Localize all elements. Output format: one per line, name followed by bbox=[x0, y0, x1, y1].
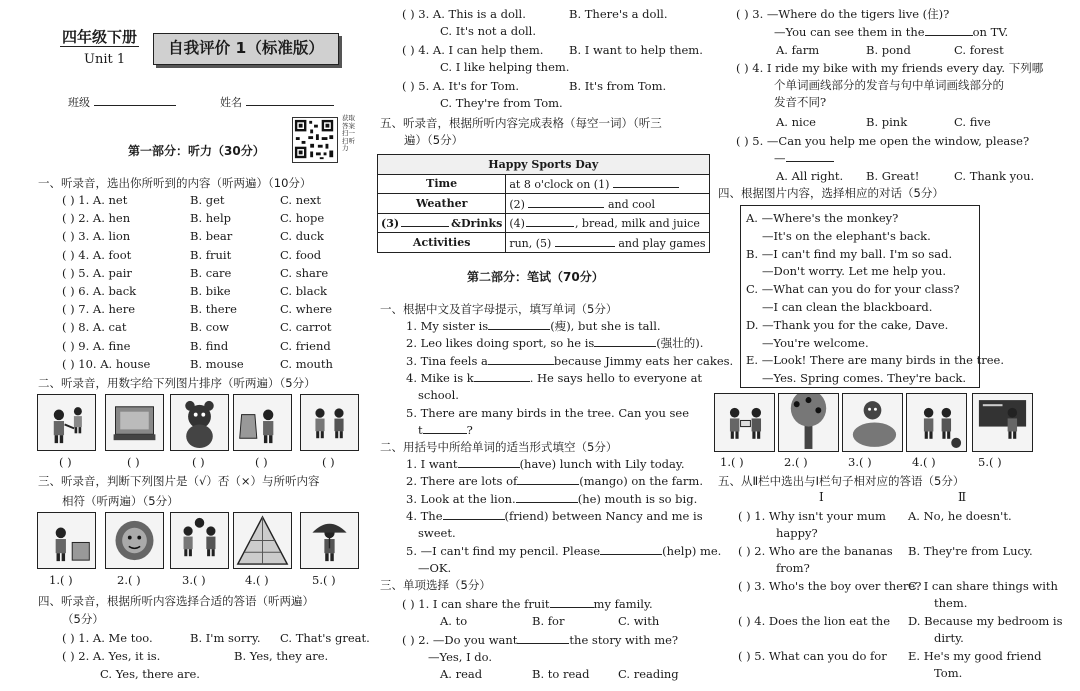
text: C. mouth bbox=[280, 356, 333, 371]
list-item bbox=[62, 210, 362, 227]
text: ( ) 1. Why isn't your mum bbox=[738, 509, 886, 523]
text: ( ) 6. A. back bbox=[62, 284, 137, 298]
s2-picture bbox=[170, 394, 229, 451]
text: 个单词画线部分的发音与句中单词画线部分的 bbox=[774, 78, 1004, 92]
list-item bbox=[406, 370, 706, 387]
dialog-line bbox=[741, 335, 979, 352]
list-item bbox=[402, 666, 702, 683]
text: ( ) 8. A. cat bbox=[62, 320, 127, 335]
list-item bbox=[402, 596, 702, 613]
s3-picture bbox=[170, 512, 229, 569]
list-item bbox=[406, 473, 706, 490]
text: B. I'm sorry. bbox=[190, 631, 261, 645]
text: C. Thank you. bbox=[954, 169, 1035, 183]
text: (friend) between Nancy and me is bbox=[504, 509, 703, 523]
w5-col1-header: Ⅰ bbox=[819, 490, 824, 504]
text: dirty. bbox=[934, 631, 964, 645]
text: B. to read bbox=[532, 667, 590, 681]
text: (瘦), but she is tall. bbox=[550, 319, 661, 333]
text: 5. There are many birds in the tree. Can you see bbox=[406, 406, 690, 420]
answer-blank[interactable] bbox=[488, 353, 554, 365]
list-item bbox=[738, 665, 1078, 682]
text: C. food bbox=[280, 247, 322, 262]
list-item bbox=[738, 613, 1078, 630]
order-blank[interactable]: ( ) bbox=[255, 455, 268, 469]
s4-questions-part1 bbox=[62, 630, 370, 690]
column-left bbox=[0, 0, 370, 691]
table-row bbox=[378, 213, 710, 233]
text: — bbox=[774, 151, 786, 165]
list-item bbox=[738, 648, 1078, 665]
s1-list bbox=[62, 192, 362, 372]
text: 发音不同? bbox=[774, 95, 827, 109]
text: C. They're from Tom. bbox=[440, 96, 563, 110]
text: E. He's my good friend bbox=[908, 649, 1042, 663]
list-item bbox=[738, 508, 1078, 525]
list-item bbox=[62, 338, 362, 355]
list-item bbox=[402, 42, 707, 59]
list-item bbox=[406, 491, 706, 508]
w1-list bbox=[406, 318, 734, 437]
text: —You're welcome. bbox=[762, 335, 869, 350]
text: ( ) 5. A. It's for Tom. bbox=[402, 79, 520, 93]
list-item bbox=[402, 632, 702, 649]
w3-questions-part2 bbox=[736, 6, 1076, 186]
text: ( ) 1. I can share the fruit bbox=[402, 597, 550, 611]
text: C. I like helping them. bbox=[440, 60, 570, 74]
answer-blank[interactable] bbox=[517, 632, 569, 644]
text: C. duck bbox=[280, 229, 324, 244]
list-item bbox=[62, 265, 362, 282]
list-item bbox=[406, 525, 706, 542]
list-item bbox=[736, 60, 1076, 77]
text: B. find bbox=[190, 338, 229, 353]
answer-blank[interactable] bbox=[550, 596, 594, 608]
text: B. mouse bbox=[190, 356, 244, 371]
text: C. friend bbox=[280, 338, 331, 353]
s2-title: 二、听录音，用数字给下列图片排序（听两遍）（5分） bbox=[38, 376, 316, 390]
answer-blank[interactable] bbox=[600, 543, 662, 555]
sentence bbox=[402, 632, 678, 649]
s5-title: 五、听录音，根据所听内容完成表格（每空一词）（听三 bbox=[380, 116, 662, 130]
name-label: 姓名 bbox=[220, 94, 334, 110]
text: on TV. bbox=[972, 25, 1009, 39]
list-item bbox=[736, 150, 1076, 167]
judge-blank[interactable]: 4.( ) bbox=[245, 573, 269, 587]
list-item bbox=[736, 24, 1076, 41]
text: ( ) 5. —Can you help me open the window, please? bbox=[736, 134, 1030, 148]
class-label: 班级 bbox=[68, 94, 176, 110]
list-item bbox=[738, 578, 1078, 595]
text: C. five bbox=[954, 115, 991, 129]
text: B. They're from Lucy. bbox=[908, 544, 1033, 558]
text: B. It's from Tom. bbox=[569, 79, 667, 93]
s4-questions-part2 bbox=[402, 6, 707, 116]
order-blank[interactable]: ( ) bbox=[192, 455, 205, 469]
text: B. —I can't find my ball. I'm so sad. bbox=[746, 246, 953, 261]
text: ( ) 2. —Do you want bbox=[402, 633, 518, 647]
text: A. —Where's the monkey? bbox=[746, 211, 899, 225]
s2-picture bbox=[300, 394, 359, 451]
list-item bbox=[402, 78, 707, 95]
text: 1. My sister is bbox=[406, 319, 489, 333]
table-title: Happy Sports Day bbox=[378, 155, 710, 175]
table-row bbox=[378, 194, 710, 214]
sentence bbox=[406, 370, 702, 387]
text: D. Because my bedroom is bbox=[908, 614, 1063, 628]
s4-title-cont: （5分） bbox=[62, 612, 104, 626]
w5-list bbox=[738, 508, 1078, 688]
table-cell: Weather bbox=[378, 194, 506, 214]
text: C. with bbox=[618, 614, 660, 628]
order-blank[interactable]: ( ) bbox=[59, 455, 72, 469]
text: my family. bbox=[593, 597, 653, 611]
answer-blank[interactable] bbox=[786, 150, 834, 162]
order-blank[interactable]: ( ) bbox=[322, 455, 335, 469]
text: C. next bbox=[280, 193, 322, 207]
list-item bbox=[402, 59, 707, 76]
text: 3. Tina feels a bbox=[406, 354, 488, 368]
list-item bbox=[738, 543, 1078, 560]
dialog-line bbox=[741, 317, 979, 334]
text: B. cow bbox=[190, 320, 229, 335]
s2-picture bbox=[233, 394, 292, 451]
list-item bbox=[406, 318, 706, 335]
text: . He says hello to everyone at bbox=[529, 371, 703, 385]
text: B. fruit bbox=[190, 247, 232, 262]
list-item bbox=[406, 560, 706, 577]
text: A. to bbox=[440, 614, 468, 628]
text: 4. The bbox=[406, 509, 443, 523]
answer-blank[interactable] bbox=[443, 508, 505, 520]
s3-title: 三、听录音，判断下列图片是（√）否（×）与所听内容 bbox=[38, 474, 320, 488]
match-blank[interactable]: 2.( ) bbox=[784, 455, 808, 469]
grade-label: 四年级下册 bbox=[62, 28, 138, 46]
s3-picture bbox=[105, 512, 164, 569]
text: C. I can share things with bbox=[908, 579, 1058, 593]
text: ( ) 2. A. hen bbox=[62, 211, 131, 226]
list-item bbox=[62, 301, 362, 318]
text: A. read bbox=[440, 667, 483, 681]
list-item bbox=[738, 630, 1078, 647]
s5-title-cont: 遍）（5分） bbox=[404, 133, 464, 147]
list-item bbox=[62, 648, 362, 665]
sentence bbox=[406, 543, 721, 560]
text: 4. Mike is k bbox=[406, 371, 474, 385]
text: D. —Thank you for the cake, Dave. bbox=[746, 317, 949, 332]
list-item bbox=[736, 114, 1076, 131]
part1-title: 第一部分：听力（30分） bbox=[128, 144, 265, 158]
list-item bbox=[736, 42, 1076, 59]
s2-picture bbox=[105, 394, 164, 451]
text: B. for bbox=[532, 614, 565, 628]
w4-picture bbox=[778, 393, 839, 452]
text: —Yes. Spring comes. They're back. bbox=[762, 371, 967, 386]
text: ( ) 4. I ride my bike with my friends every day. 下列哪 bbox=[736, 61, 1044, 75]
list-item bbox=[402, 649, 702, 666]
list-item bbox=[406, 508, 706, 525]
sentence bbox=[406, 508, 703, 525]
list-item bbox=[406, 456, 706, 473]
text: A. No, he doesn't. bbox=[908, 509, 1012, 523]
text: A. farm bbox=[776, 43, 820, 57]
text: 5. —I can't find my pencil. Please bbox=[406, 544, 601, 558]
text: C. black bbox=[280, 284, 328, 298]
text: Tom. bbox=[934, 666, 963, 680]
text: ( ) 10. A. house bbox=[62, 356, 151, 371]
text: ( ) 4. A. I can help them. bbox=[402, 43, 544, 57]
text: ( ) 2. Who are the bananas bbox=[738, 544, 893, 558]
list-item bbox=[62, 283, 362, 300]
text: them. bbox=[934, 596, 968, 610]
text: 2. There are lots of bbox=[406, 474, 518, 488]
s3-title-cont: 相符（听两遍）（5分） bbox=[62, 494, 179, 508]
answer-blank[interactable] bbox=[423, 422, 467, 434]
s3-picture bbox=[300, 512, 359, 569]
list-item bbox=[62, 356, 362, 373]
text: B. pink bbox=[866, 115, 908, 129]
text: because Jimmy eats her cakes. bbox=[553, 354, 734, 368]
dialog-line bbox=[741, 281, 979, 298]
text: C. That's great. bbox=[280, 631, 370, 645]
answer-blank[interactable] bbox=[925, 24, 973, 36]
w2-list bbox=[406, 456, 722, 576]
answer-blank[interactable] bbox=[594, 335, 656, 347]
match-blank[interactable]: 3.( ) bbox=[848, 455, 872, 469]
text: ( ) 1. A. net bbox=[62, 193, 128, 207]
sports-day-table bbox=[377, 154, 710, 253]
text: ( ) 3. —Where do the tigers live (住)? bbox=[736, 7, 950, 21]
list-item bbox=[736, 133, 1076, 150]
list-item bbox=[62, 247, 362, 264]
w4-title: 四、根据图片内容，选择相应的对话（5分） bbox=[718, 186, 944, 200]
judge-blank[interactable]: 1.( ) bbox=[49, 573, 73, 587]
answer-blank[interactable] bbox=[474, 370, 530, 382]
w4-picture bbox=[714, 393, 775, 452]
s1-title: 一、听录音，选出你所听到的内容（听两遍）（10分） bbox=[38, 176, 312, 190]
sentence bbox=[406, 353, 733, 370]
part2-title: 第二部分：笔试（70分） bbox=[467, 270, 604, 284]
text: A. nice bbox=[776, 115, 816, 129]
list-item bbox=[402, 23, 707, 40]
w5-title: 五、从Ⅱ栏中选出与Ⅰ栏句子相对应的答语（5分） bbox=[718, 474, 965, 488]
text: B. help bbox=[190, 211, 232, 226]
text: —I can clean the blackboard. bbox=[762, 300, 933, 314]
match-blank[interactable]: 1.( ) bbox=[720, 455, 744, 469]
w4-picture bbox=[842, 393, 903, 452]
table-cell: Time bbox=[378, 174, 506, 194]
text: ( ) 3. A. lion bbox=[62, 229, 131, 244]
text: C. carrot bbox=[280, 320, 332, 335]
list-item bbox=[738, 525, 1078, 542]
w2-title: 二、用括号中所给单词的适当形式填空（5分） bbox=[380, 440, 618, 454]
list-item bbox=[738, 560, 1078, 577]
table-cell[interactable]: (4) , bread, milk and juice bbox=[506, 213, 709, 233]
text: B. Yes, they are. bbox=[234, 649, 329, 663]
judge-blank[interactable]: 5.( ) bbox=[312, 573, 336, 587]
text: from? bbox=[776, 561, 810, 575]
sentence bbox=[406, 335, 703, 352]
table-cell[interactable]: (3) &Drinks bbox=[378, 213, 506, 233]
text: E. —Look! There are many birds in the tree. bbox=[746, 353, 1004, 368]
text: (he) mouth is so big. bbox=[577, 492, 698, 506]
sentence bbox=[406, 456, 685, 473]
text: ( ) 3. A. This is a doll. bbox=[402, 7, 526, 21]
list-item bbox=[62, 630, 370, 647]
text: C. hope bbox=[280, 211, 325, 226]
list-item bbox=[406, 353, 734, 370]
text: C. —What can you do for your class? bbox=[746, 282, 960, 297]
match-blank[interactable]: 4.( ) bbox=[912, 455, 936, 469]
text: (have) lunch with Lily today. bbox=[519, 457, 685, 471]
text: sweet. bbox=[418, 526, 456, 540]
qr-code[interactable] bbox=[292, 117, 338, 163]
answer-blank[interactable] bbox=[458, 456, 520, 468]
list-item bbox=[62, 228, 362, 245]
text: —Yes, I do. bbox=[428, 650, 493, 664]
text: B. bike bbox=[190, 284, 231, 298]
judge-blank[interactable]: 2.( ) bbox=[117, 573, 141, 587]
text: B. Great! bbox=[866, 169, 920, 183]
table-cell: Activities bbox=[378, 233, 506, 253]
page-title: 自我评价 1（标准版） bbox=[153, 33, 339, 65]
text: B. bear bbox=[190, 229, 233, 244]
sentence bbox=[774, 150, 834, 167]
text: B. I want to help them. bbox=[569, 43, 703, 57]
table-row bbox=[378, 174, 710, 194]
match-blank[interactable]: 5.( ) bbox=[978, 455, 1002, 469]
text: A. All right. bbox=[776, 169, 844, 183]
list-item bbox=[736, 77, 1076, 94]
dialog-line bbox=[741, 246, 979, 263]
list-item bbox=[736, 94, 1076, 111]
text: (强壮的). bbox=[656, 336, 704, 350]
list-item bbox=[736, 168, 1076, 185]
text: 2. Leo likes doing sport, so he is bbox=[406, 336, 595, 350]
text: C. It's not a doll. bbox=[440, 24, 536, 38]
list-item bbox=[62, 192, 362, 209]
list-item bbox=[406, 335, 706, 352]
column-middle bbox=[372, 0, 734, 691]
text: ( ) 4. Does the lion eat the bbox=[738, 614, 891, 628]
list-item bbox=[62, 666, 362, 683]
text: ( ) 1. A. Me too. bbox=[62, 631, 153, 645]
sentence bbox=[406, 473, 703, 490]
text: ( ) 9. A. fine bbox=[62, 338, 131, 353]
answer-blank[interactable] bbox=[517, 473, 579, 485]
s3-picture bbox=[233, 512, 292, 569]
list-item bbox=[406, 543, 722, 560]
w4-picture bbox=[906, 393, 967, 452]
table-cell[interactable]: run, (5) and play games bbox=[506, 233, 709, 253]
s3-picture bbox=[37, 512, 96, 569]
dialog-line bbox=[741, 352, 1004, 369]
text: ( ) 4. A. foot bbox=[62, 247, 132, 262]
order-blank[interactable]: ( ) bbox=[127, 455, 140, 469]
text: B. pond bbox=[866, 43, 911, 57]
list-item bbox=[736, 6, 1076, 23]
unit-label: Unit 1 bbox=[84, 52, 126, 67]
text: ( ) 7. A. here bbox=[62, 302, 136, 317]
list-item bbox=[402, 95, 707, 112]
sentence bbox=[406, 491, 697, 508]
w4-picture bbox=[972, 393, 1033, 452]
judge-blank[interactable]: 3.( ) bbox=[182, 573, 206, 587]
text: B. there bbox=[190, 302, 237, 317]
dialog-line bbox=[741, 263, 979, 280]
text: C. forest bbox=[954, 43, 1004, 57]
text: C. where bbox=[280, 302, 333, 317]
dialog-line bbox=[741, 370, 979, 387]
text: ( ) 5. A. pair bbox=[62, 265, 132, 280]
list-item bbox=[406, 422, 706, 439]
text: B. There's a doll. bbox=[569, 7, 668, 21]
dialog-line bbox=[741, 228, 979, 245]
text: (help) me. bbox=[662, 544, 722, 558]
sentence bbox=[406, 405, 689, 422]
list-item bbox=[62, 319, 362, 336]
text: C. share bbox=[280, 265, 329, 280]
s2-picture bbox=[37, 394, 96, 451]
text: —OK. bbox=[418, 561, 452, 575]
s4-title: 四、听录音，根据所听内容选择合适的答语（听两遍） bbox=[38, 594, 314, 608]
text: —It's on the elephant's back. bbox=[762, 228, 931, 243]
list-item bbox=[406, 387, 706, 404]
dialog-line bbox=[741, 210, 979, 227]
text: the story with me? bbox=[569, 633, 679, 647]
answer-blank[interactable] bbox=[488, 318, 550, 330]
table-cell[interactable]: at 8 o'clock on (1) bbox=[506, 174, 709, 194]
sentence: t ? bbox=[418, 423, 473, 437]
text: school. bbox=[418, 388, 459, 402]
text: B. care bbox=[190, 265, 232, 280]
text: ( ) 3. Who's the boy over there? bbox=[738, 579, 922, 593]
text: 3. Look at the lion. bbox=[406, 492, 516, 506]
answer-blank[interactable] bbox=[516, 491, 578, 503]
text: 1. I want bbox=[406, 457, 458, 471]
w3-title: 三、单项选择（5分） bbox=[380, 578, 491, 592]
table-row bbox=[378, 233, 710, 253]
list-item bbox=[402, 613, 702, 630]
text: B. get bbox=[190, 193, 225, 207]
w1-title: 一、根据中文及首字母提示，填写单词（5分） bbox=[380, 302, 618, 316]
sentence bbox=[774, 24, 1008, 41]
sentence bbox=[406, 318, 661, 335]
w4-dialog-box bbox=[740, 205, 1004, 388]
w5-col2-header: Ⅱ bbox=[958, 490, 967, 504]
sentence bbox=[402, 596, 653, 613]
text: —You can see them in the bbox=[774, 25, 925, 39]
list-item bbox=[402, 6, 707, 23]
text: C. reading bbox=[618, 667, 679, 681]
text: —Don't worry. Let me help you. bbox=[762, 264, 947, 279]
list-item bbox=[738, 595, 1078, 612]
dialog-line bbox=[741, 299, 979, 316]
text: C. Yes, there are. bbox=[100, 667, 200, 681]
table-cell[interactable]: (2) and cool bbox=[506, 194, 709, 214]
list-item bbox=[406, 405, 706, 422]
column-right bbox=[718, 0, 1080, 691]
text: (mango) on the farm. bbox=[579, 474, 703, 488]
text: happy? bbox=[776, 526, 818, 540]
text: ( ) 5. What can you do for bbox=[738, 649, 887, 663]
w3-questions-part1 bbox=[402, 596, 702, 691]
qr-caption: 获取答案扫一扫听力 bbox=[342, 114, 355, 152]
text: ( ) 2. A. Yes, it is. bbox=[62, 649, 161, 663]
